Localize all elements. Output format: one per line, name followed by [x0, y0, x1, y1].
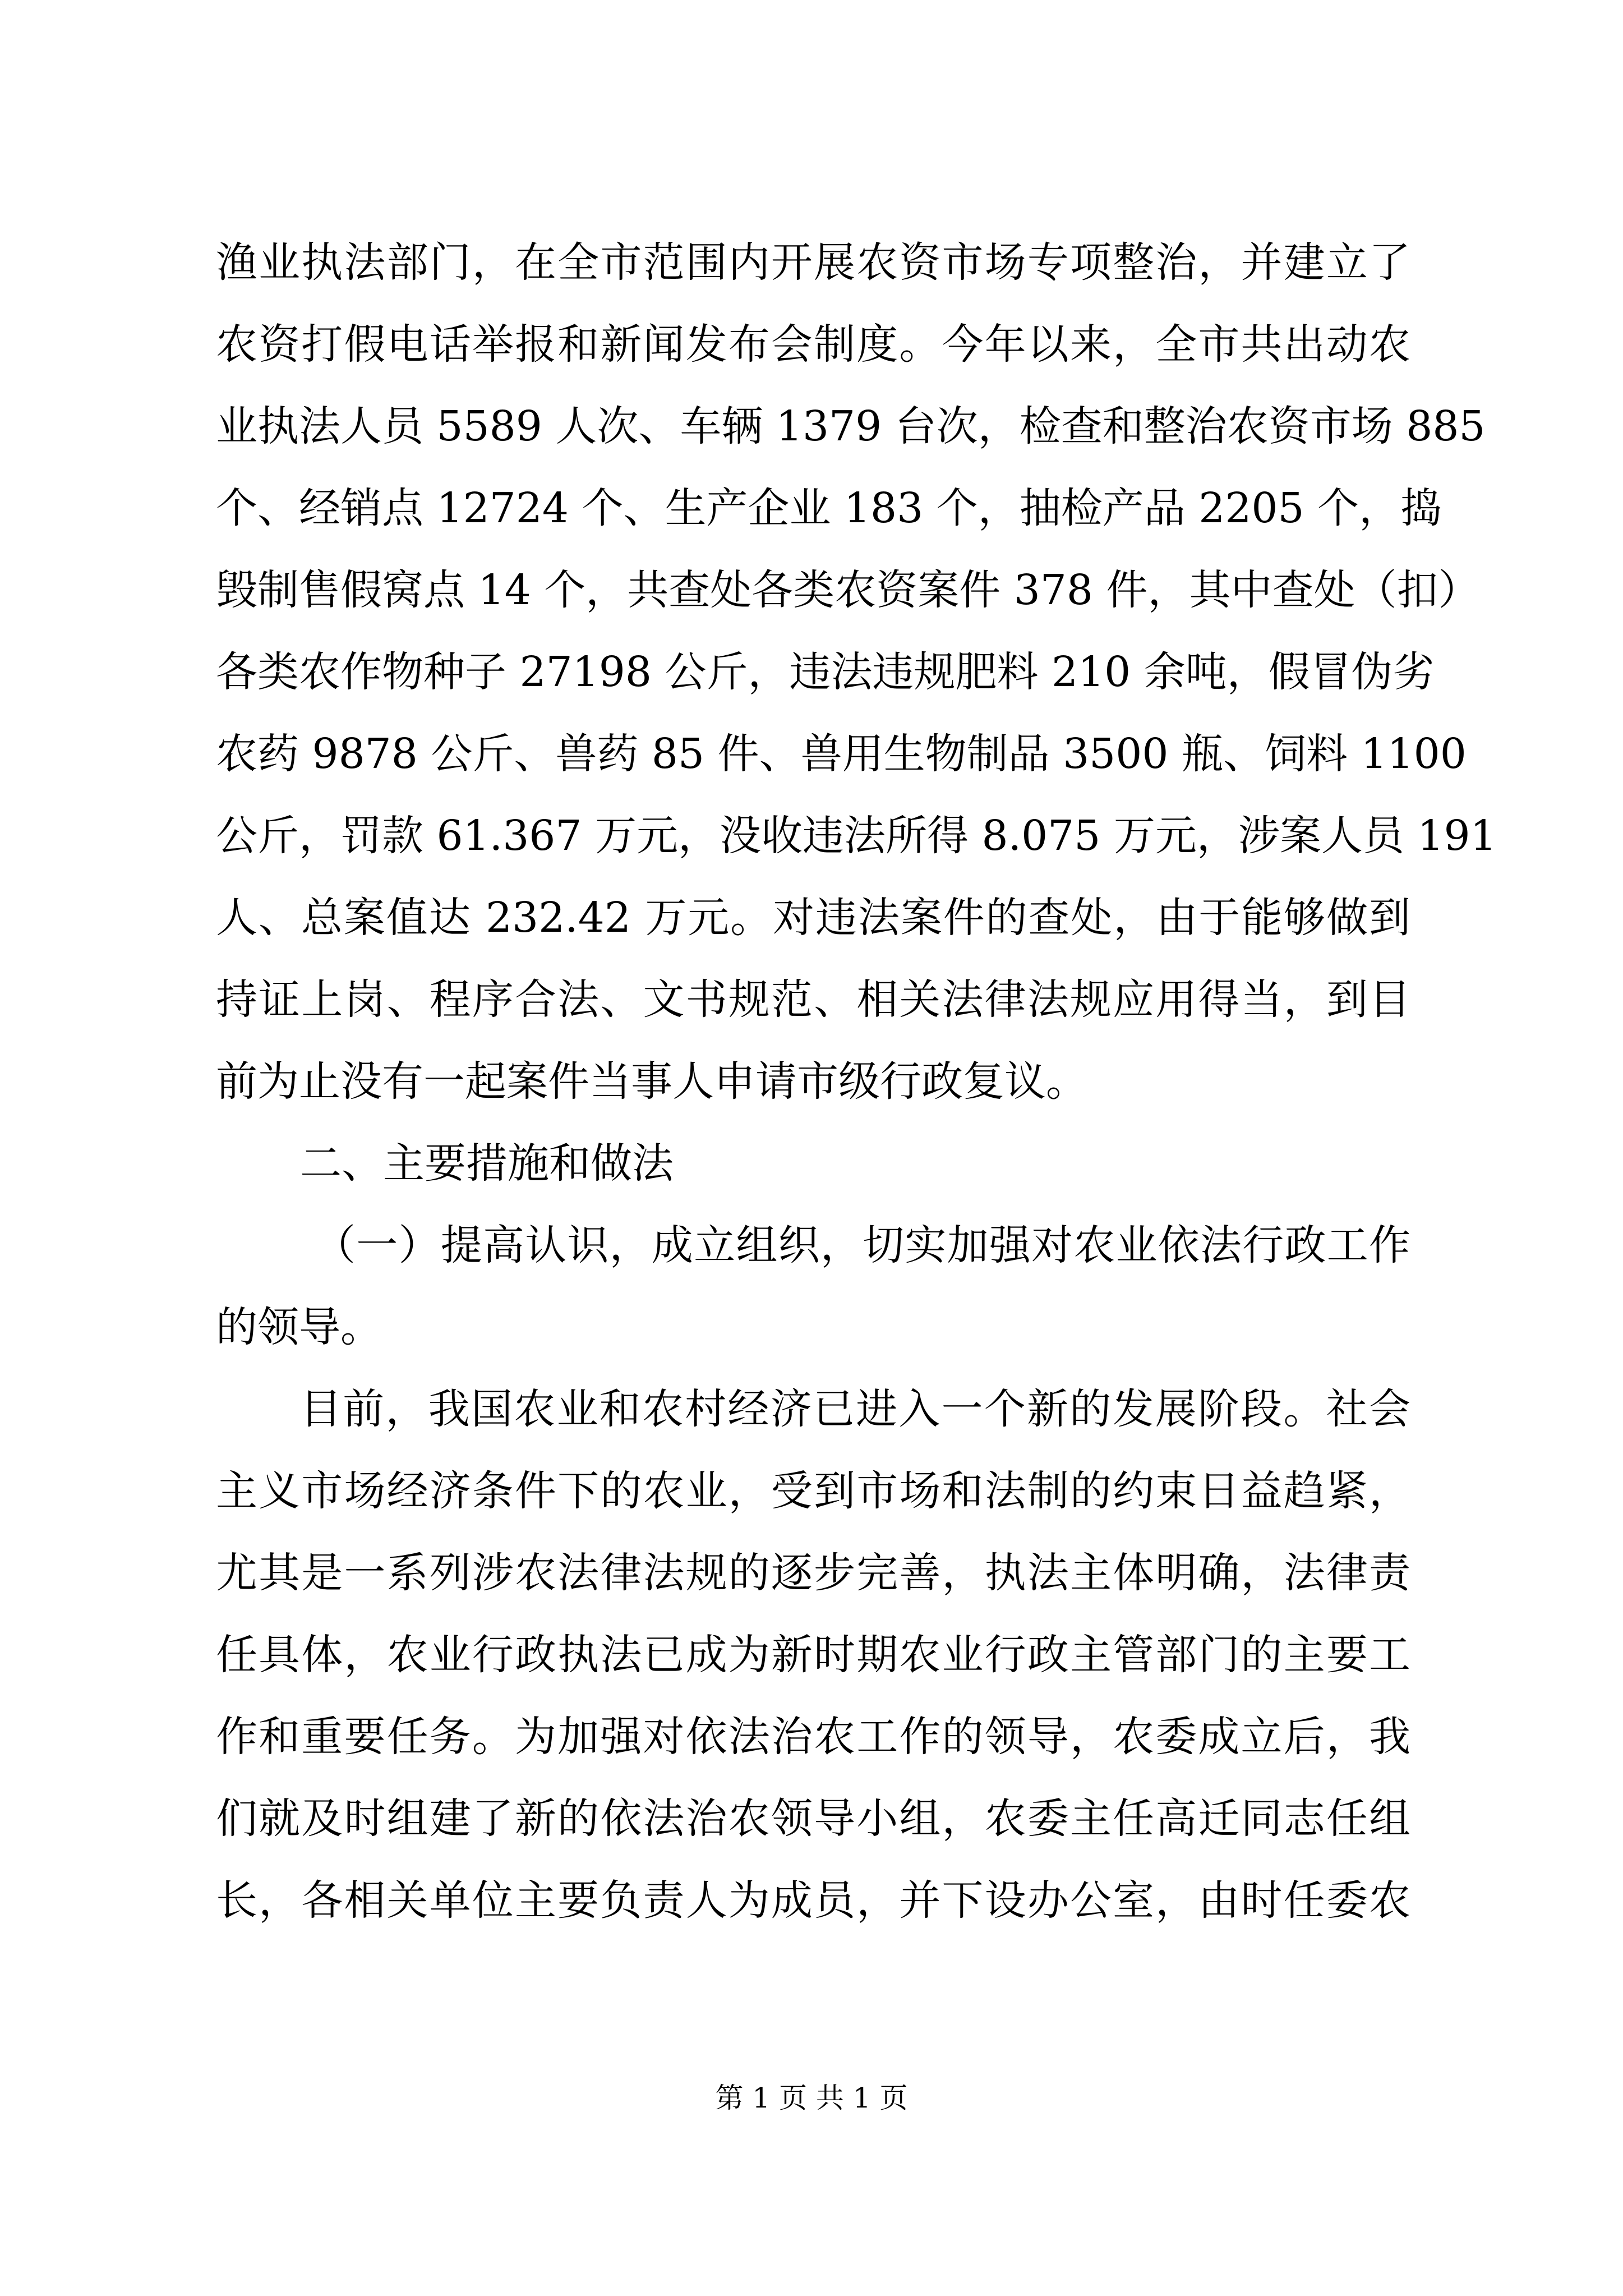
text-line: 个、经销点 12724 个、生产企业 183 个，抽检产品 2205 个，捣 [216, 484, 1442, 532]
text-line: 长，各相关单位主要负责人为成员，并下设办公室，由时任委农 [216, 1876, 1410, 1925]
text-line: 作和重要任务。为加强对依法治农工作的领导，农委成立后，我 [216, 1713, 1410, 1761]
text-line: 人、总案值达 232.42 万元。对违法案件的查处，由于能够做到 [216, 894, 1410, 942]
paragraph-first-line: 目前，我国农业和农村经济已进入一个新的发展阶段。社会 [300, 1385, 1410, 1433]
text-line: 渔业执法部门，在全市范围内开展农资市场专项整治，并建立了 [216, 238, 1410, 287]
text-line: 农资打假电话举报和新闻发布会制度。今年以来，全市共出动农 [216, 320, 1410, 369]
document-body [216, 222, 1497, 1941]
text-line: 任具体，农业行政执法已成为新时期农业行政主管部门的主要工 [216, 1631, 1410, 1679]
text-line: 持证上岗、程序合法、文书规范、相关法律法规应用得当，到目 [216, 976, 1410, 1024]
text-line: 们就及时组建了新的依法治农领导小组，农委主任高迁同志任组 [216, 1795, 1410, 1843]
subsection-heading: （一）提高认识，成立组织，切实加强对农业依法行政工作 [314, 1221, 1410, 1269]
text-line: 主义市场经济条件下的农业，受到市场和法制的约束日益趋紧， [216, 1467, 1410, 1515]
text-line: 的领导。 [216, 1303, 382, 1351]
text-line: 前为止没有一起案件当事人申请市级行政复议。 [216, 1057, 1087, 1106]
section-heading: 二、主要措施和做法 [300, 1139, 674, 1188]
text-line: 公斤，罚款 61.367 万元，没收违法所得 8.075 万元，涉案人员 191 [216, 812, 1497, 860]
text-line: 尤其是一系列涉农法律法规的逐步完善，执法主体明确，法律责 [216, 1549, 1410, 1597]
text-line: 农药 9878 公斤、兽药 85 件、兽用生物制品 3500 瓶、饲料 1100 [216, 730, 1467, 778]
page-footer: 第 1 页 共 1 页 [715, 2082, 908, 2114]
text-line: 业执法人员 5589 人次、车辆 1379 台次，检查和整治农资市场 885 [216, 402, 1486, 450]
text-line: 各类农作物种子 27198 公斤，违法违规肥料 210 余吨，假冒伪劣 [216, 648, 1435, 696]
text-line: 毁制售假窝点 14 个，共查处各类农资案件 378 件，其中查处（扣） [216, 566, 1480, 614]
